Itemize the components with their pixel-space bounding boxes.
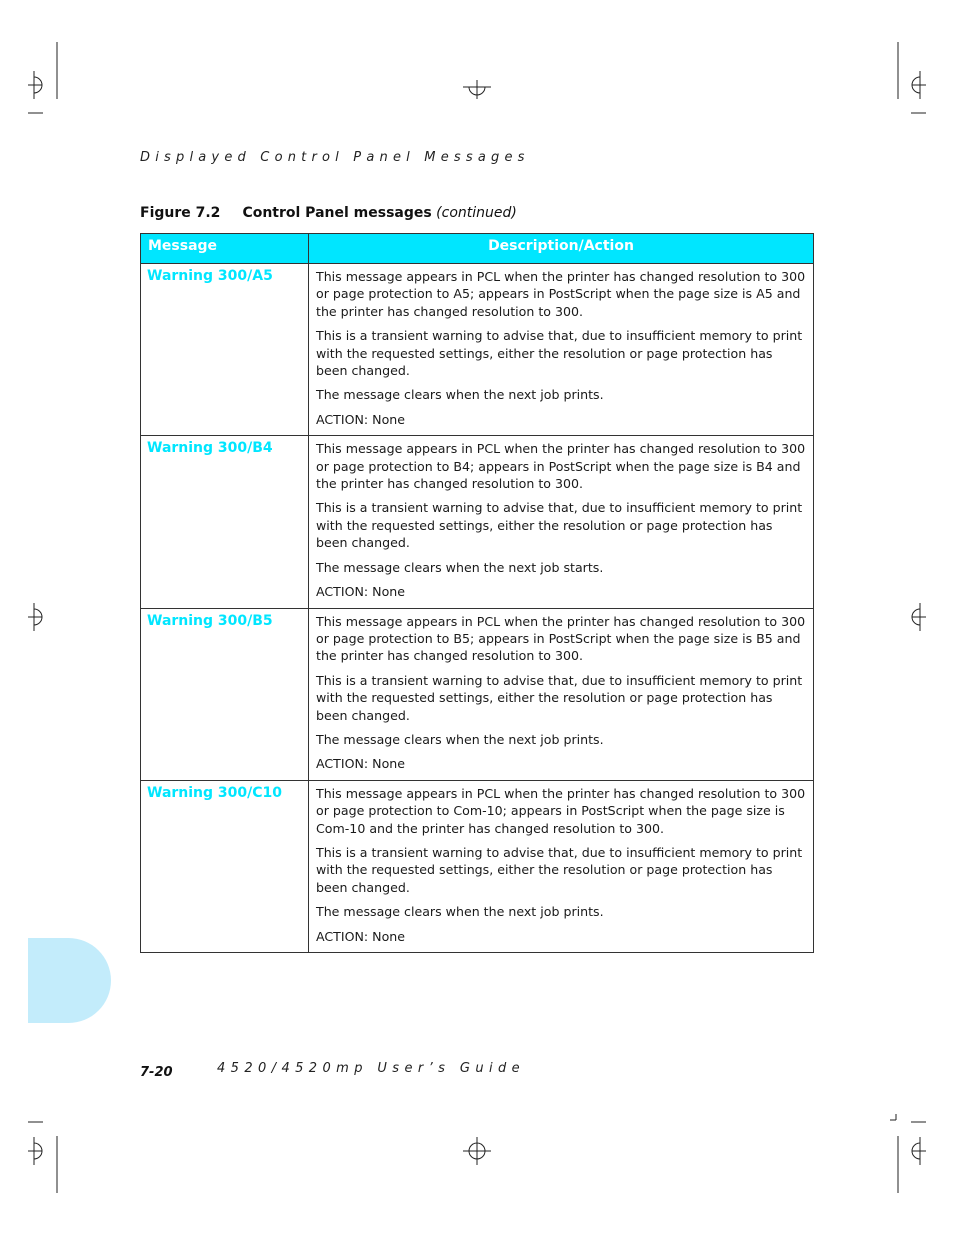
registration-mark-mid-right bbox=[912, 603, 926, 631]
registration-mark-bottom-left bbox=[28, 1122, 57, 1193]
description-action: ACTION: None bbox=[316, 411, 406, 427]
page-number: 7-20 bbox=[140, 1065, 173, 1080]
message-name: Warning 300/C10 bbox=[141, 780, 309, 952]
description-paragraph: The message clears when the next job starts. bbox=[316, 559, 604, 575]
registration-mark-bottom-right bbox=[890, 1114, 926, 1193]
registration-mark-bottom-center bbox=[463, 1137, 491, 1165]
description-paragraph: This is a transient warning to advise that, due to insufficient memory to print with the requested settings, either the resolution or page protection has been changed. bbox=[316, 500, 803, 551]
message-name: Warning 300/B4 bbox=[141, 436, 309, 608]
column-header-description: Description/Action bbox=[309, 234, 814, 264]
figure-label: Figure 7.2 bbox=[140, 205, 221, 221]
description-paragraph: This message appears in PCL when the printer has changed resolution to 300 or page protection to B4; appears in PostScript when the page size is B4 and the printer has changed resolution to 300. bbox=[316, 441, 806, 492]
table-row bbox=[141, 264, 814, 436]
table-header-row bbox=[141, 234, 814, 264]
description-paragraph: The message clears when the next job prints. bbox=[316, 731, 604, 747]
description-paragraph: This message appears in PCL when the printer has changed resolution to 300 or page protection to Com-10; appears in PostScript when the page size is Com-10 and the printer has changed resolution to 300. bbox=[316, 785, 806, 836]
description-paragraph: This is a transient warning to advise that, due to insufficient memory to print with the requested settings, either the resolution or page protection has been changed. bbox=[316, 844, 803, 895]
table-row bbox=[141, 608, 814, 780]
chapter-tab bbox=[28, 938, 111, 1023]
description-action: ACTION: None bbox=[316, 584, 406, 600]
figure-continued: (continued) bbox=[436, 205, 517, 221]
description-paragraph: The message clears when the next job prints. bbox=[316, 387, 604, 403]
message-description bbox=[309, 264, 814, 436]
messages-table bbox=[140, 233, 814, 953]
description-paragraph: This is a transient warning to advise that, due to insufficient memory to print with the requested settings, either the resolution or page protection has been changed. bbox=[316, 672, 803, 723]
table-row bbox=[141, 780, 814, 952]
description-action: ACTION: None bbox=[316, 928, 406, 944]
description-paragraph: This is a transient warning to advise that, due to insufficient memory to print with the requested settings, either the resolution or page protection has been changed. bbox=[316, 328, 803, 379]
registration-mark-top-center bbox=[463, 80, 491, 99]
registration-mark-top-right bbox=[898, 42, 926, 113]
message-description bbox=[309, 608, 814, 780]
message-description bbox=[309, 780, 814, 952]
page-footer bbox=[140, 1061, 526, 1080]
description-paragraph: This message appears in PCL when the printer has changed resolution to 300 or page protection to A5; appears in PostScript when the page size is A5 and the printer has changed resolution to 300. bbox=[316, 269, 806, 319]
message-description bbox=[309, 436, 814, 608]
description-action: ACTION: None bbox=[316, 756, 406, 772]
registration-mark-top-left bbox=[28, 42, 57, 113]
description-paragraph: This message appears in PCL when the printer has changed resolution to 300 or page protection to B5; appears in PostScript when the page size is B5 and the printer has changed resolution to 300. bbox=[316, 613, 806, 664]
message-name: Warning 300/A5 bbox=[141, 264, 309, 436]
description-paragraph: The message clears when the next job prints. bbox=[316, 904, 604, 920]
message-name: Warning 300/B5 bbox=[141, 608, 309, 780]
table-row bbox=[141, 436, 814, 608]
registration-mark-mid-left bbox=[28, 603, 42, 631]
figure-title: Control Panel messages bbox=[242, 205, 432, 221]
column-header-message: Message bbox=[141, 234, 309, 264]
guide-title: 4520/4520mp User’s Guide bbox=[217, 1061, 526, 1076]
running-head: Displayed Control Panel Messages bbox=[140, 150, 530, 165]
figure-caption bbox=[140, 205, 517, 221]
